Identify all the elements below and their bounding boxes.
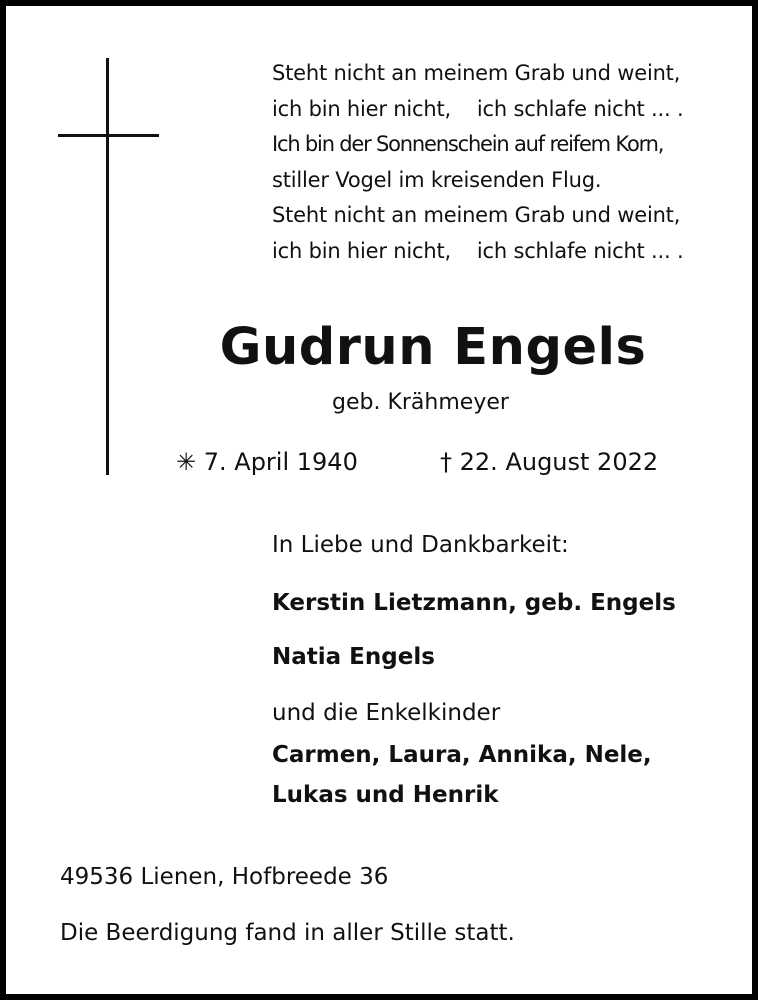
cross-icon-horizontal (58, 134, 159, 137)
birth-date: 7. April 1940 (203, 448, 358, 476)
mourner-name: Kerstin Lietzmann, geb. Engels (272, 590, 676, 616)
poem (272, 56, 712, 269)
grandchildren-intro: und die Enkelkinder (272, 700, 501, 726)
poem-line: ich bin hier nicht, ich schlafe nicht ... . (272, 96, 684, 121)
poem-line: Steht nicht an meinem Grab und weint, (272, 203, 681, 227)
deceased-name: Gudrun Engels (219, 318, 647, 377)
poem-line: Ich bin der Sonnenschein auf reifem Korn, (272, 132, 664, 156)
poem-line: stiller Vogel im kreisenden Flug. (272, 167, 602, 192)
mourner-name: Natia Engels (272, 644, 435, 670)
maiden-name: geb. Krähmeyer (332, 390, 509, 415)
death-date: 22. August 2022 (459, 448, 659, 476)
birth-date-row (176, 448, 358, 476)
mourners-intro: In Liebe und Dankbarkeit: (272, 532, 569, 558)
funeral-note: Die Beerdigung fand in aller Stille statt. (60, 920, 515, 946)
death-date-row (440, 448, 658, 476)
address: 49536 Lienen, Hofbreede 36 (60, 864, 389, 890)
deceased-name-row (0, 318, 758, 377)
grandchildren-names: Carmen, Laura, Annika, Nele, (272, 742, 652, 768)
birth-star-icon: ✳ (176, 448, 197, 476)
grandchildren-names: Lukas und Henrik (272, 782, 499, 808)
poem-line: ich bin hier nicht, ich schlafe nicht ... . (272, 238, 684, 263)
death-cross-icon: † (440, 448, 452, 476)
poem-line: Steht nicht an meinem Grab und weint, (272, 61, 681, 85)
cross-icon-vertical (106, 58, 109, 475)
